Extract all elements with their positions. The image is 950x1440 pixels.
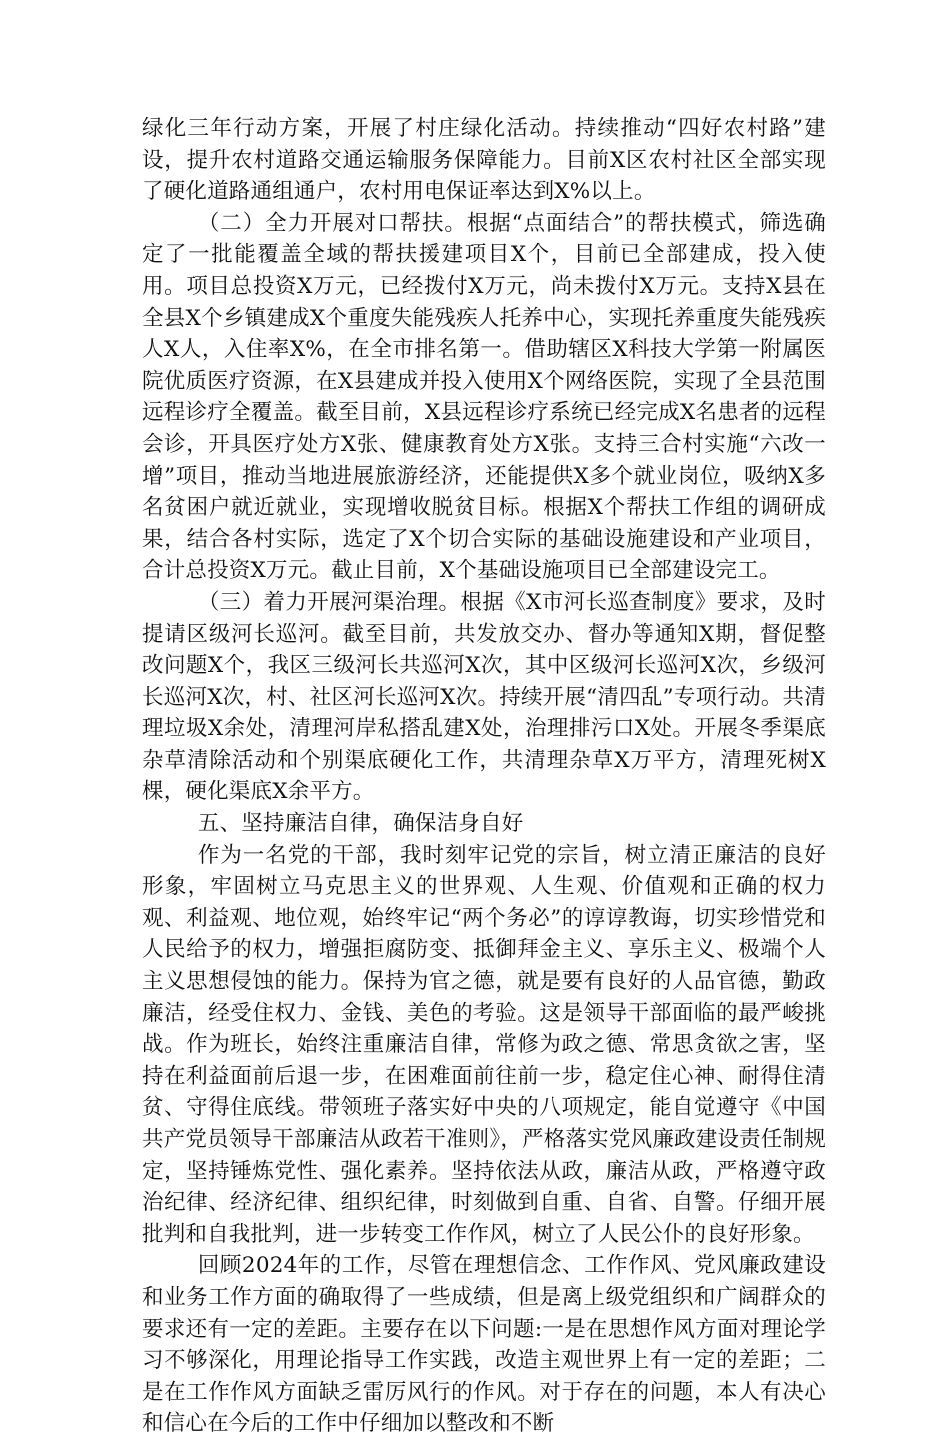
paragraph-river-governance: （三）着力开展河渠治理。根据《X市河长巡查制度》要求，及时提请区级河长巡河。截至目前，共发放交办、督办等通知X期，督促整改问题X个，我区三级河长共巡河X次，其中区级河长巡河X次，乡级河长巡河X次，村、社区河长巡河X次。持续开展“清四乱”专项行动。共清理垃圾X余处，清理河岸私搭乱建X处，治理排污口X处。开展冬季渠底杂草清除活动和个别渠底硬化工作，共清理杂草X万平方，清理死树X棵，硬化渠底X余平方。 <box>142 589 826 805</box>
paragraph-counterpart-assistance: （二）全力开展对口帮扶。根据“点面结合”的帮扶模式，筛选确定了一批能覆盖全域的帮扶援建项目X个，目前已全部建成，投入使用。项目总投资X万元，已经拨付X万元，尚未拨付X万元。支持X县在全县X个乡镇建成X个重度失能残疾人托养中心，实现托养重度失能残疾人X人，入住率X%，在全市排名第一。借助辖区X科技大学第一附属医院优质医疗资源，在X县建成并投入使用X个网络医院，实现了全县范围远程诊疗全覆盖。截至目前，X县远程诊疗系统已经完成X名患者的远程会诊，开具医疗处方X张、健康教育处方X张。支持三合村实施“六改一增”项目，推动当地进展旅游经济，还能提供X多个就业岗位，吸纳X多名贫困户就近就业，实现增收脱贫目标。根据X个帮扶工作组的调研成果，结合各村实际，选定了X个切合实际的基础设施建设和产业项目，合计总投资X万元。截止目前，X个基础设施项目已全部建设完工。 <box>142 210 826 584</box>
document-body <box>142 113 826 1440</box>
paragraph-integrity: 作为一名党的干部，我时刻牢记党的宗旨，树立清正廉洁的良好形象，牢固树立马克思主义的世界观、人生观、价值观和正确的权力观、利益观、地位观，始终牢记“两个务必”的谆谆教诲，切实珍惜党和人民给予的权力，增强拒腐防变、抵御拜金主义、享乐主义、极端个人主义思想侵蚀的能力。保持为官之德，就是要有良好的人品官德，勤政廉洁，经受住权力、金钱、美色的考验。这是领导干部面临的最严峻挑战。作为班长，始终注重廉洁自律，常修为政之德、常思贪欲之害，坚持在利益面前后退一步，在困难面前往前一步，稳定住心神、耐得住清贫、守得住底线。带领班子落实好中央的八项规定，能自觉遵守《中国共产党员领导干部廉洁从政若干准则》，严格落实党风廉政建设责任制规定，坚持锤炼党性、强化素养。坚持依法从政，廉洁从政，严格遵守政治纪律、经济纪律、组织纪律，时刻做到自重、自省、自警。仔细开展批判和自我批判，进一步转变工作作风，树立了人民公仆的良好形象。 <box>142 842 826 1247</box>
paragraph-rural-greening: 绿化三年行动方案，开展了村庄绿化活动。持续推动“四好农村路”建设，提升农村道路交通运输服务保障能力。目前X区农村社区全部实现了硬化道路通组通户，农村用电保证率达到X%以上。 <box>142 116 826 205</box>
paragraph-review-2024: 回顾2024年的工作，尽管在理想信念、工作作风、党风廉政建设和业务工作方面的确取得了一些成绩，但是离上级党组织和广阔群众的要求还有一定的差距。主要存在以下问题:一是在思想作风方面对理论学习不够深化，用理论指导工作实践，改造主观世界上有一定的差距；二是在工作作风方面缺乏雷厉风行的作风。对于存在的问题，本人有决心和信心在今后的工作中仔细加以整改和不断 <box>142 1253 826 1437</box>
section-heading-integrity: 五、坚持廉洁自律，确保洁身自好 <box>197 811 524 837</box>
